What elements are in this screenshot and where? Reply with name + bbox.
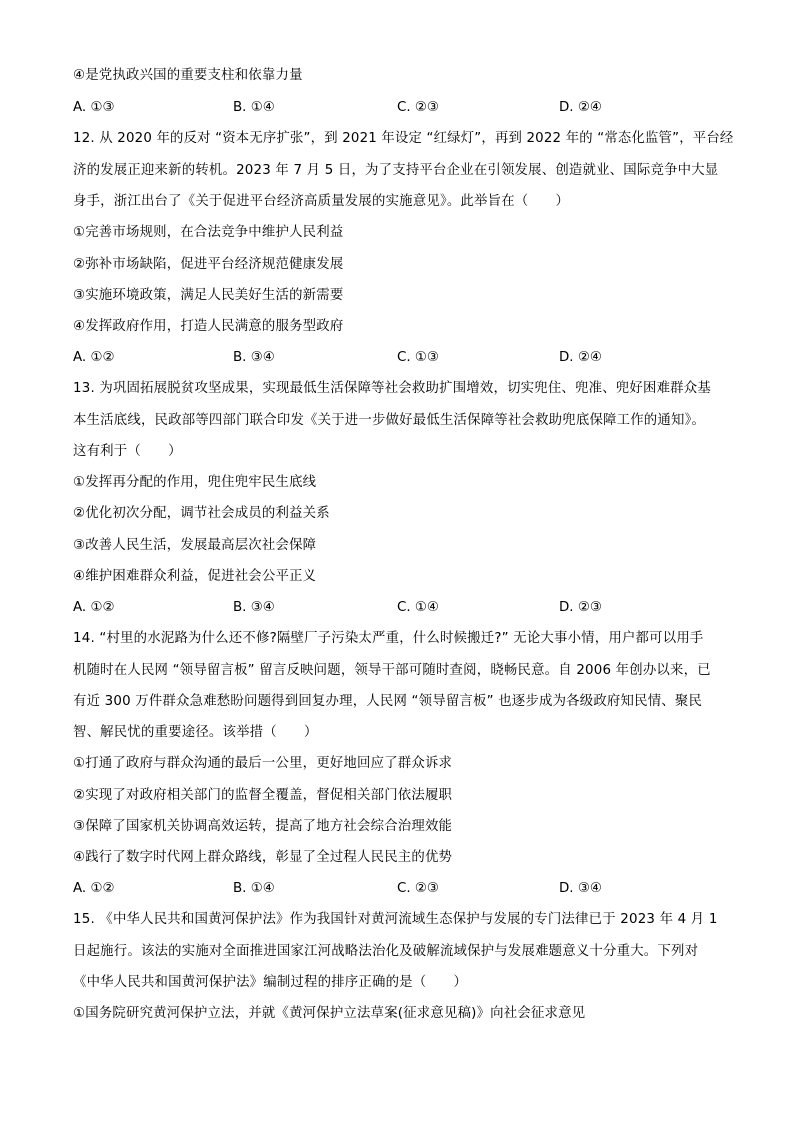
- q14-option-b: B. ①④: [233, 881, 275, 896]
- q13-option-c: C. ①④: [397, 600, 439, 615]
- q11-option-b: B. ①④: [233, 100, 275, 115]
- q13-option-a: A. ①②: [73, 600, 115, 615]
- q12-statement-3: ③实施环境政策，满足人民美好生活的新需要: [73, 288, 344, 303]
- q14-option-d: D. ③④: [559, 881, 602, 896]
- q15-statement-1: ①国务院研究黄河保护立法，并就《黄河保护立法草案(征求意见稿)》向社会征求意见: [73, 1006, 586, 1021]
- q14-options: [73, 879, 733, 899]
- q12-option-b: B. ③④: [233, 350, 275, 365]
- q14-option-c: C. ②③: [397, 881, 439, 896]
- q14-statement-1: ①打通了政府与群众沟通的最后一公里，更好地回应了群众诉求: [73, 756, 453, 771]
- q12-option-a: A. ①②: [73, 350, 115, 365]
- q11-option-d: D. ②④: [559, 100, 602, 115]
- q14-statement-2: ②实现了对政府相关部门的监督全覆盖，督促相关部门依法履职: [73, 788, 453, 803]
- q12-statement-2: ②弥补市场缺陷，促进平台经济规范健康发展: [73, 257, 344, 272]
- q13-stem-line-3: 这有利于（ ）: [73, 444, 182, 459]
- q12-option-c: C. ①③: [397, 350, 439, 365]
- q11-statement-4: ④是党执政兴国的重要支柱和依靠力量: [73, 68, 303, 83]
- q13-option-d: D. ②③: [559, 600, 602, 615]
- q14-stem-line-2: 机随时在人民网 “领导留言板” 留言反映问题，领导干部可随时查阅，晓畅民意。自 2006 年创办以来，已: [73, 663, 711, 678]
- q11-options: [73, 98, 733, 118]
- q14-option-a: A. ①②: [73, 881, 115, 896]
- q15-stem-line-1: 15. 《中华人民共和国黄河保护法》作为我国针对黄河流域生态保护与发展的专门法律已于 2023 年 4 月 1: [73, 912, 718, 927]
- q13-options: [73, 598, 733, 618]
- q14-statement-4: ④践行了数字时代网上群众路线，彰显了全过程人民民主的优势: [73, 850, 453, 865]
- q14-statement-3: ③保障了国家机关协调高效运转，提高了地方社会综合治理效能: [73, 819, 453, 834]
- q14-stem-line-3: 有近 300 万件群众急难愁盼问题得到回复办理，人民网 “领导留言板” 也逐步成为各级政府知民情、聚民: [73, 694, 703, 709]
- q14-stem-line-1: 14. “村里的水泥路为什么还不修?隔壁厂子污染太严重，什么时候搬迁?” 无论大事小情，用户都可以用手: [73, 631, 704, 646]
- q12-statement-1: ①完善市场规则，在合法竞争中维护人民利益: [73, 225, 344, 240]
- q12-option-d: D. ②④: [559, 350, 602, 365]
- q12-statement-4: ④发挥政府作用，打造人民满意的服务型政府: [73, 319, 344, 334]
- q12-options: [73, 348, 733, 368]
- q12-stem-line-3: 身手，浙江出台了《关于促进平台经济高质量发展的实施意见》。此举旨在（ ）: [73, 194, 570, 209]
- q13-stem-line-2: 本生活底线，民政部等四部门联合印发《关于进一步做好最低生活保障等社会救助兜底保障工作的通知》。: [73, 413, 706, 428]
- q13-option-b: B. ③④: [233, 600, 275, 615]
- q13-statement-1: ①发挥再分配的作用，兜住兜牢民生底线: [73, 475, 317, 490]
- q15-stem-line-3: 《中华人民共和国黄河保护法》编制过程的排序正确的是（ ）: [73, 975, 468, 990]
- q12-stem-line-1: 12. 从 2020 年的反对 “资本无序扩张”，到 2021 年设定 “红绿灯”，再到 2022 年的 “常态化监管”，平台经: [73, 131, 734, 146]
- q15-stem-line-2: 日起施行。该法的实施对全面推进国家江河战略法治化及破解流域保护与发展难题意义十分重大。下列对: [73, 944, 699, 959]
- q12-stem-line-2: 济的发展正迎来新的转机。2023 年 7 月 5 日，为了支持平台企业在引领发展、创造就业、国际竞争中大显: [73, 163, 719, 178]
- q11-option-c: C. ②③: [397, 100, 439, 115]
- q13-statement-4: ④维护困难群众利益，促进社会公平正义: [73, 569, 317, 584]
- q11-option-a: A. ①③: [73, 100, 115, 115]
- q13-stem-line-1: 13. 为巩固拓展脱贫攻坚成果，实现最低生活保障等社会救助扩围增效，切实兜住、兜准、兜好困难群众基: [73, 381, 711, 396]
- q13-statement-2: ②优化初次分配，调节社会成员的利益关系: [73, 506, 330, 521]
- q13-statement-3: ③改善人民生活，发展最高层次社会保障: [73, 538, 317, 553]
- q14-stem-line-4: 智、解民忧的重要途径。该举措（ ）: [73, 725, 318, 740]
